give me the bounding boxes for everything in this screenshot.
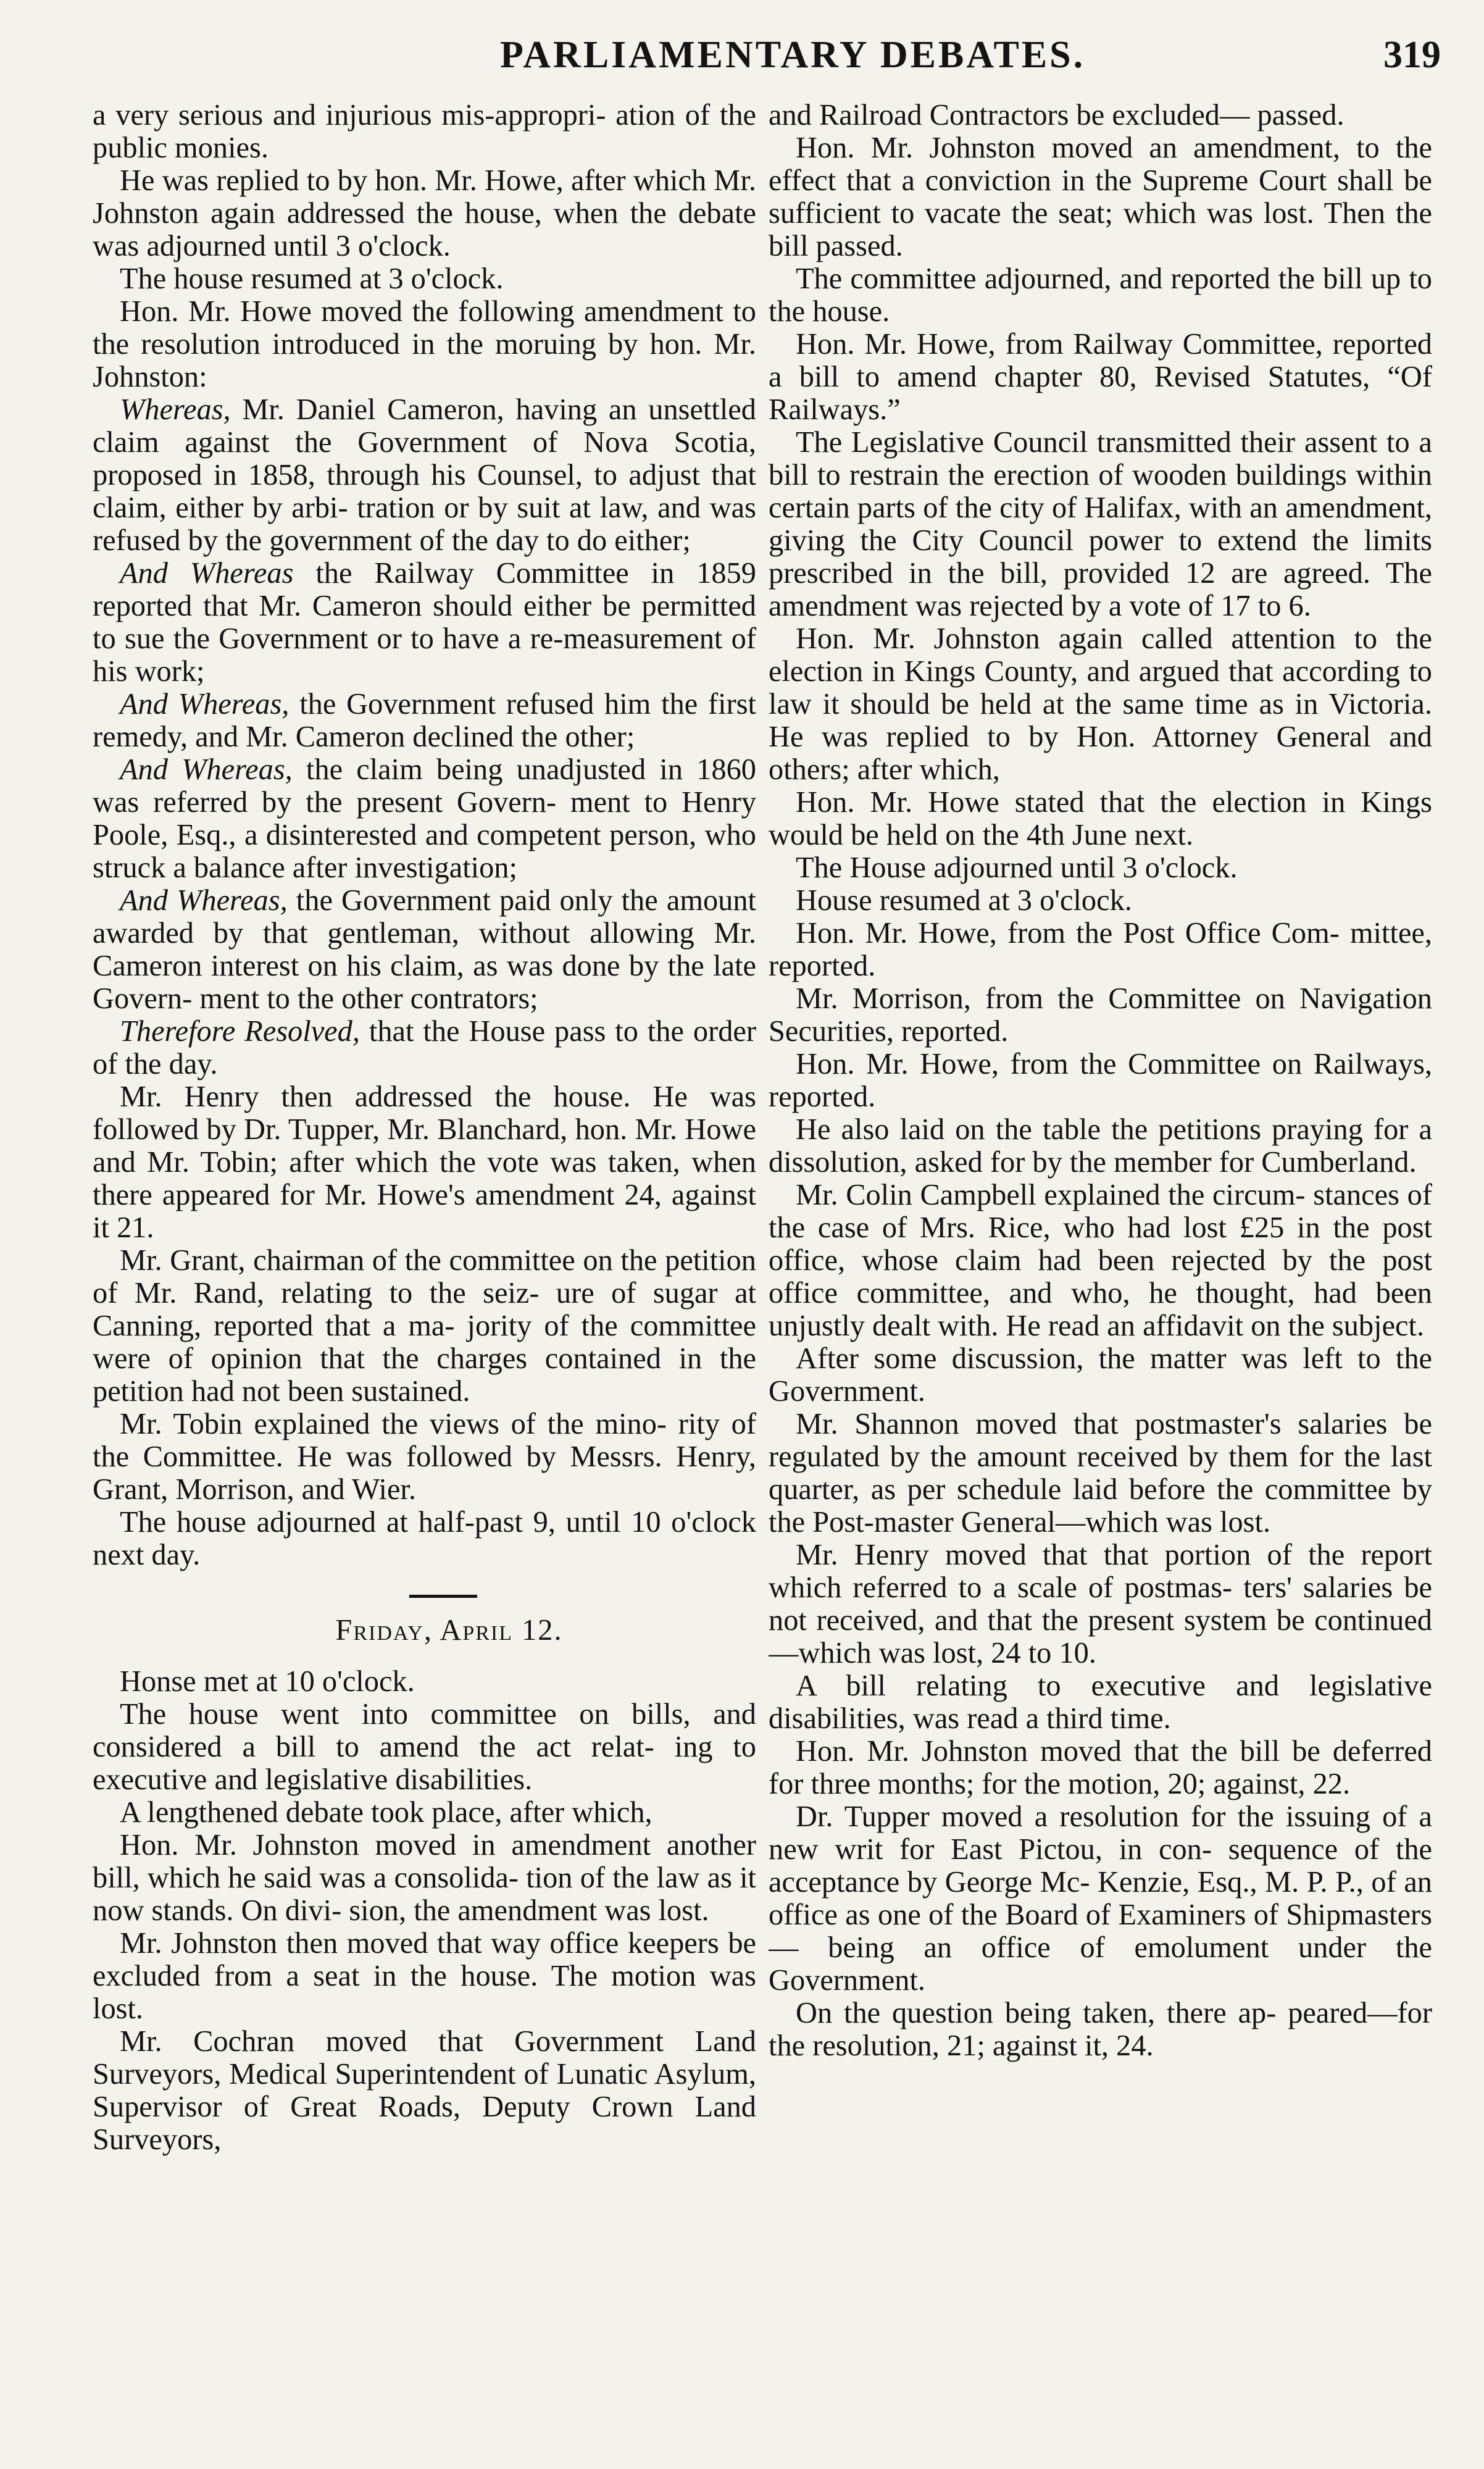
paragraph: Hon. Mr. Howe, from Railway Committee, reported a bill to amend chapter 80, Revised Statutes, “Of Railways.” xyxy=(769,328,1432,426)
left-column xyxy=(93,99,756,2439)
clause-lead: Whereas, xyxy=(120,393,231,426)
paragraph: Mr. Tobin explained the views of the mino- rity of the Committee. He was followed by Messrs. Henry, Grant, Morrison, and Wier. xyxy=(93,1408,756,1506)
paragraph: He was replied to by hon. Mr. Howe, after which Mr. Johnston again addressed the house, when the debate was adjourned until 3 o'clock. xyxy=(93,164,756,262)
paragraph: House resumed at 3 o'clock. xyxy=(796,884,1132,917)
right-column xyxy=(769,99,1432,2439)
paragraph: The house resumed at 3 o'clock. xyxy=(120,262,504,295)
clause-text: the Railway Committee in 1859 reported that Mr. Cameron should either be permitted to sue the Government or to have a re-measurement of his work; xyxy=(93,557,756,688)
section-divider xyxy=(409,1595,477,1598)
paragraph: Hon. Mr. Johnston moved an amendment, to the effect that a conviction in the Supreme Court shall be sufficient to vacate the seat; which was lost. Then the bill passed. xyxy=(769,132,1432,262)
paragraph: Mr. Shannon moved that postmaster's salaries be regulated by the amount received by them for the last quarter, as per schedule laid before the committee by the Post-master General—which was lost. xyxy=(769,1408,1432,1539)
resolution-clause xyxy=(93,557,756,688)
paragraph: Hon. Mr. Howe moved the following amendment to the resolution introduced in the moruing by hon. Mr. Johnston: xyxy=(93,295,756,393)
paragraph: Dr. Tupper moved a resolution for the issuing of a new writ for East Pictou, in con- sequence of the acceptance by George Mc- Kenzie, Esq., M. P. P., of an office as one of the Board of Examiners of Shipmasters— being an office of emolument under the Government. xyxy=(769,1800,1432,1997)
running-title: PARLIAMENTARY DEBATES. xyxy=(500,34,1086,76)
clause-text: the claim being unadjusted in 1860 was referred by the present Govern- ment to Henry Poole, Esq., a disinterested and competent person, who struck a balance after investigation; xyxy=(93,753,756,884)
paragraph: He also laid on the table the petitions praying for a dissolution, asked for by the member for Cumberland. xyxy=(769,1113,1432,1179)
clause-text: the Government refused him the first remedy, and Mr. Cameron declined the other; xyxy=(93,688,756,753)
clause-lead: And Whereas, xyxy=(120,753,293,786)
resolution-clause xyxy=(93,1015,756,1080)
paragraph: Mr. Henry then addressed the house. He was followed by Dr. Tupper, Mr. Blanchard, hon. Mr. Howe and Mr. Tobin; after which the vote was taken, when there appeared for Mr. Howe's amendment 24, against it 21. xyxy=(93,1080,756,1244)
paragraph: Mr. Colin Campbell explained the circum- stances of the case of Mrs. Rice, who had lost £25 in the post office, whose claim had been rejected by the post office committee, and who, he thought, had been unjustly dealt with. He read an affidavit on the subject. xyxy=(769,1179,1432,1342)
paragraph: Mr. Henry moved that that portion of the report which referred to a scale of postmas- ters' salaries be not received, and that the present system be continued—which was lost, 24 to 10. xyxy=(769,1539,1432,1669)
paragraph: The house adjourned at half-past 9, until 10 o'clock next day. xyxy=(93,1506,756,1571)
page-number: 319 xyxy=(1383,34,1441,76)
paragraph: Hon. Mr. Johnston moved in amendment another bill, which he said was a consolida- tion of the law as it now stands. On divi- sion, the amendment was lost. xyxy=(93,1829,756,1927)
paragraph: The house went into committee on bills, and considered a bill to amend the act relat- ing to executive and legislative disabilities. xyxy=(93,1698,756,1796)
clause-text: the Government paid only the amount awarded by that gentleman, without allowing Mr. Cameron interest on his claim, as was done by the late Govern- ment to the other contrators; xyxy=(93,884,756,1015)
clause-text: Mr. Daniel Cameron, having an unsettled claim against the Government of Nova Scotia, proposed in 1858, through his Counsel, to adjust that claim, either by arbi- tration or by suit at law, and was refused by the government of the day to do either; xyxy=(93,393,756,557)
paragraph: The committee adjourned, and reported the bill up to the house. xyxy=(769,262,1432,328)
page-header xyxy=(0,25,1484,93)
paragraph: Mr. Johnston then moved that way office keepers be excluded from a seat in the house. The motion was lost. xyxy=(93,1927,756,2025)
resolution-clause xyxy=(93,688,756,753)
paragraph: and Railroad Contractors be excluded— passed. xyxy=(769,99,1344,132)
paragraph: After some discussion, the matter was left to the Government. xyxy=(769,1342,1432,1408)
paragraph: Hon. Mr. Johnston moved that the bill be deferred for three months; for the motion, 20; against, 22. xyxy=(769,1735,1432,1800)
clause-text: that the House pass to the order of the day. xyxy=(93,1015,756,1080)
paragraph: Honse met at 10 o'clock. xyxy=(120,1665,415,1698)
paragraph: Hon. Mr. Howe, from the Committee on Railways, reported. xyxy=(769,1048,1432,1113)
paragraph: a very serious and injurious mis-appropri- ation of the public monies. xyxy=(93,99,756,164)
text-columns xyxy=(93,99,1432,2439)
clause-lead: And Whereas xyxy=(120,557,294,590)
paragraph: The House adjourned until 3 o'clock. xyxy=(796,851,1238,884)
paragraph: A lengthened debate took place, after which, xyxy=(120,1796,652,1829)
paragraph: Hon. Mr. Johnston again called attention to the election in Kings County, and argued that according to law it should be held at the same time as in Victoria. He was replied to by Hon. Attorney General and others; after which, xyxy=(769,622,1432,786)
resolution-clause xyxy=(93,393,756,557)
paragraph: Mr. Grant, chairman of the committee on the petition of Mr. Rand, relating to the seiz- ure of sugar at Canning, reported that a ma- jority of the committee were of opinion that the charges contained in the petition had not been sustained. xyxy=(93,1244,756,1408)
paragraph: A bill relating to executive and legislative disabilities, was read a third time. xyxy=(769,1669,1432,1735)
clause-lead: Therefore Resolved, xyxy=(120,1015,360,1048)
paragraph: The Legislative Council transmitted their assent to a bill to restrain the erection of wooden buildings within certain parts of the city of Halifax, with an amendment, giving the City Council power to extend the limits prescribed in the bill, provided 12 are agreed. The amendment was rejected by a vote of 17 to 6. xyxy=(769,426,1432,622)
resolution-clause xyxy=(93,753,756,884)
paragraph: Hon. Mr. Howe stated that the election in Kings would be held on the 4th June next. xyxy=(769,786,1432,851)
clause-lead: And Whereas, xyxy=(120,884,288,917)
paragraph: Mr. Morrison, from the Committee on Navigation Securities, reported. xyxy=(769,982,1432,1048)
paragraph: Hon. Mr. Howe, from the Post Office Com- mittee, reported. xyxy=(769,917,1432,982)
resolution-clause xyxy=(93,884,756,1015)
clause-lead: And Whereas, xyxy=(120,688,290,721)
dateline: Friday, April 12. xyxy=(335,1614,563,1647)
paragraph: On the question being taken, there ap- peared—for the resolution, 21; against it, 24. xyxy=(769,1997,1432,2062)
paragraph: Mr. Cochran moved that Government Land Surveyors, Medical Superintendent of Lunatic Asylum, Supervisor of Great Roads, Deputy Crown Land Surveyors, xyxy=(93,2025,756,2156)
